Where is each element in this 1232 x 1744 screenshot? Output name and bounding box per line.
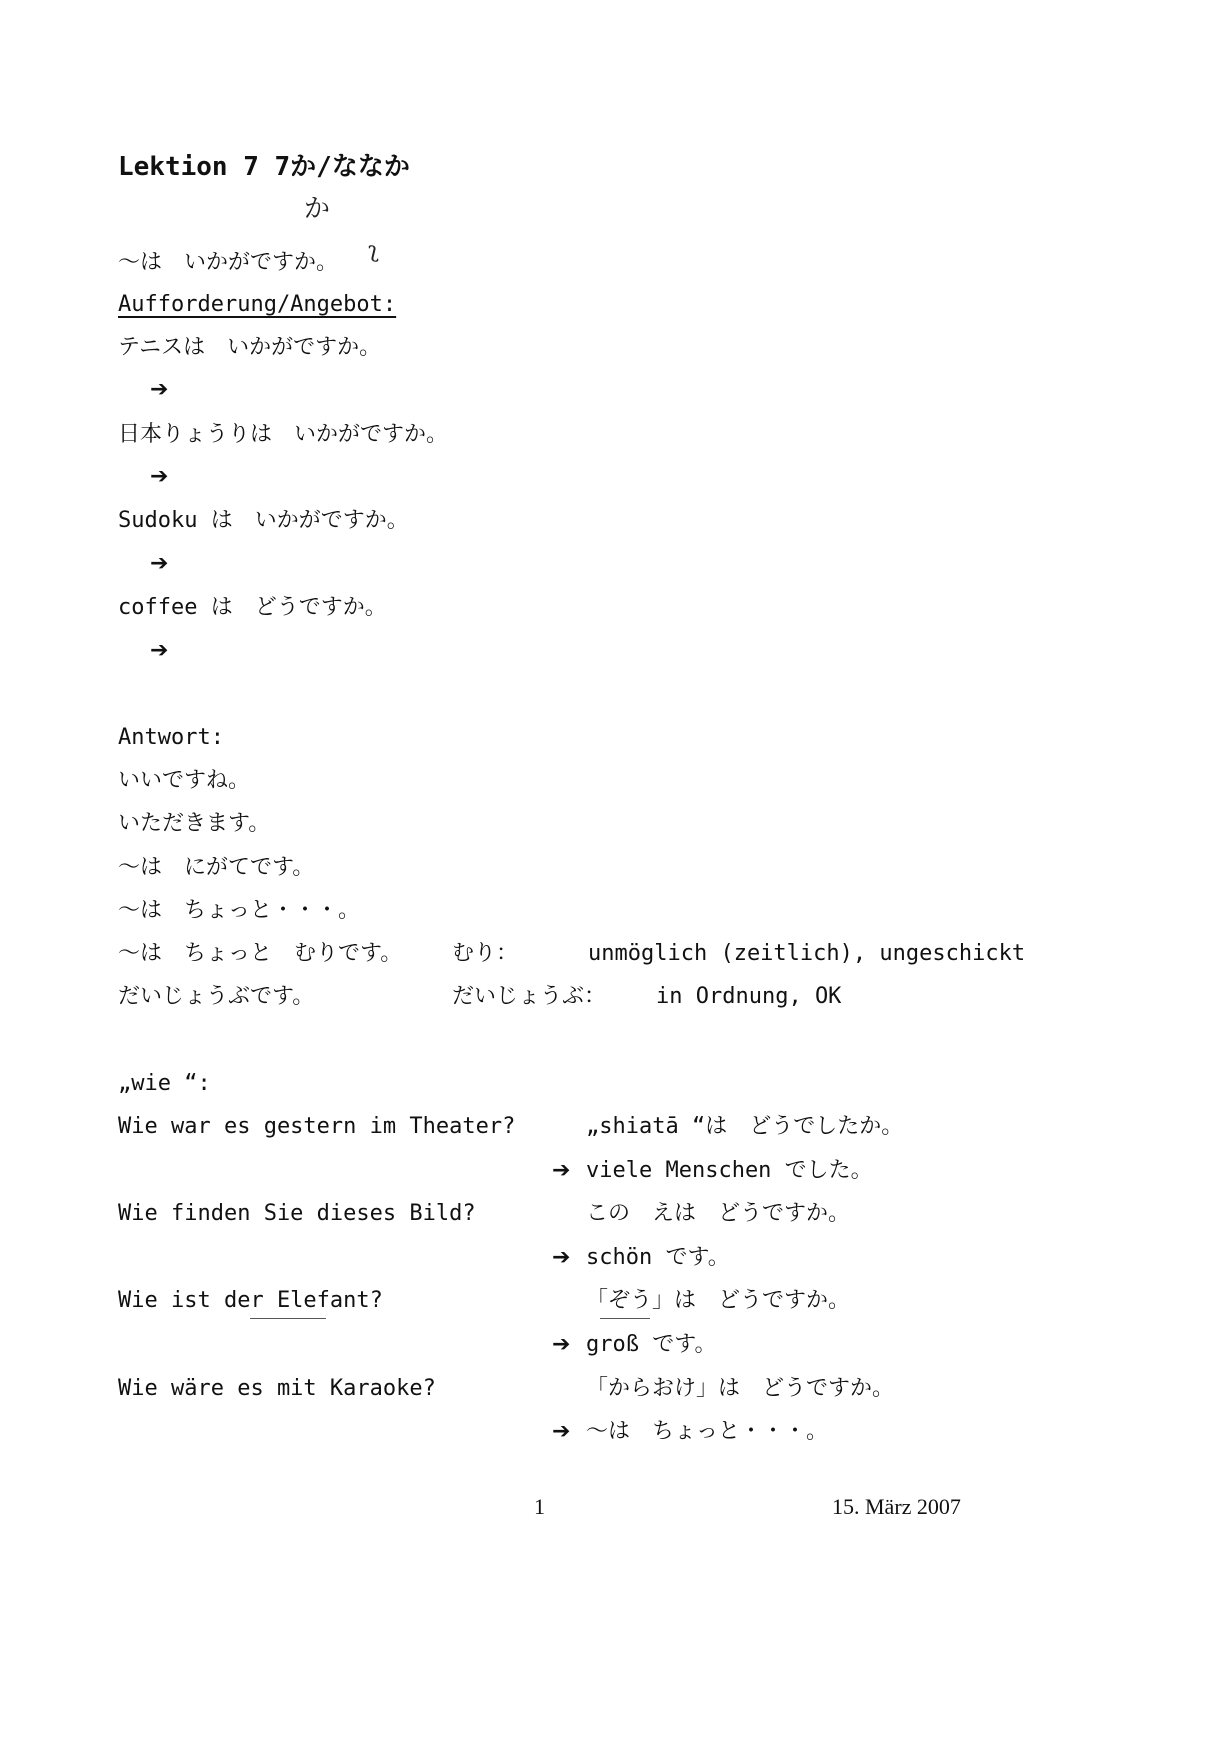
aufforderung-item: Sudoku は いかがですか。 [118, 508, 409, 533]
arrow-icon: ➔ [150, 551, 169, 576]
vocab-meaning: unmöglich (zeitlich), ungeschickt [588, 941, 1026, 966]
arrow-icon: ➔ [552, 1332, 571, 1357]
wie-heading: „wie “: [118, 1071, 211, 1096]
wie-answer: schön です。 [586, 1245, 730, 1270]
wie-question-jp: „shiatā “は どうでしたか。 [586, 1114, 904, 1139]
main-phrase: ～は いかがですか。 [118, 250, 339, 275]
arrow-icon: ➔ [150, 377, 169, 402]
handwritten-ka: か [304, 194, 331, 224]
antwort-item: だいじょうぶです。 [118, 984, 315, 1009]
arrow-icon: ➔ [150, 464, 169, 489]
antwort-item: ～は にがてです。 [118, 855, 315, 880]
wie-answer: viele Menschen でした。 [586, 1158, 873, 1183]
aufforderung-item: テニスは いかがですか。 [118, 335, 382, 360]
handwritten-underline [250, 1318, 326, 1319]
antwort-item: ～は ちょっと むりです。 [118, 941, 403, 966]
footer-date: 15. März 2007 [832, 1494, 961, 1519]
antwort-item: ～は ちょっと・・・。 [118, 898, 361, 923]
wie-question-de: Wie finden Sie dieses Bild? [118, 1201, 476, 1226]
aufforderung-item: coffee は どうですか。 [118, 595, 387, 620]
arrow-icon: ➔ [552, 1245, 571, 1270]
page-number: 1 [534, 1494, 545, 1519]
wie-question-de: Wie war es gestern im Theater? [118, 1114, 516, 1139]
arrow-icon: ➔ [552, 1158, 571, 1183]
lesson-title: Lektion 7 7か/ななか [118, 152, 410, 182]
wie-answer: groß です。 [586, 1332, 717, 1357]
antwort-item: いただきます。 [118, 811, 271, 836]
aufforderung-heading: Aufforderung/Angebot: [118, 292, 397, 317]
vocab-term: むり： [452, 941, 519, 966]
antwort-heading: Antwort: [118, 725, 224, 750]
antwort-item: いいですね。 [118, 768, 251, 793]
arrow-icon: ➔ [150, 638, 169, 663]
wie-question-jp: 「ぞう」は どうですか。 [586, 1288, 851, 1313]
vocab-term: だいじょうぶ： [452, 984, 607, 1009]
aufforderung-item: 日本りょうりは いかがですか。 [118, 422, 449, 447]
wie-question-de: Wie ist der Elefant? [118, 1288, 383, 1313]
wie-question-jp: この えは どうですか。 [586, 1201, 851, 1226]
handwritten-underline [600, 1318, 650, 1319]
wie-question-jp: 「からおけ」は どうですか。 [586, 1376, 895, 1401]
wie-answer: ～は ちょっと・・・。 [586, 1419, 829, 1444]
arrow-icon: ➔ [552, 1419, 571, 1444]
handwritten-mark: ʅ [368, 238, 379, 263]
wie-question-de: Wie wäre es mit Karaoke? [118, 1376, 436, 1401]
vocab-meaning: in Ordnung, OK [656, 984, 842, 1009]
